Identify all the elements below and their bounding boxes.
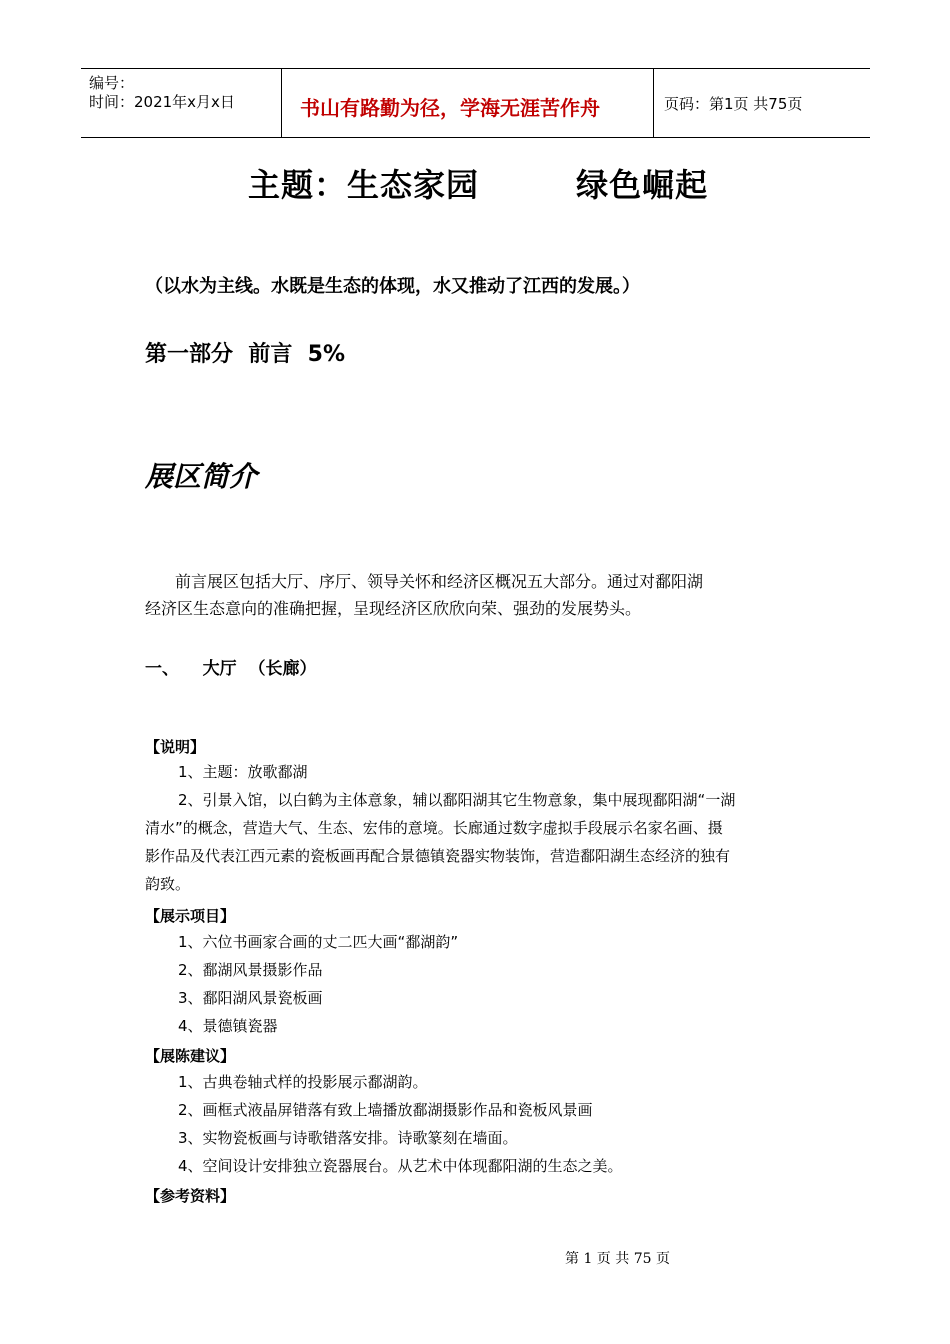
time-label: 时间：2021年x月x日 (89, 93, 235, 111)
suggestions-list (178, 1068, 818, 1180)
suggestion-item: 4、空间设计安排独立瓷器展台。从艺术中体现鄱阳湖的生态之美。 (178, 1157, 623, 1175)
exhibit-item: 4、景德镇瓷器 (178, 1017, 278, 1035)
explain-item-line: 影作品及代表江西元素的瓷板画再配合景德镇瓷器实物装饰，营造鄱阳湖生态经济的独有 (145, 847, 731, 865)
number-label: 编号： (89, 74, 135, 92)
suggestions-label: 【展陈建议】 (145, 1047, 236, 1065)
section-heading: 一、 大厅 （长廊） (145, 659, 317, 679)
explain-item: 1、主题：放歌鄱湖 (178, 763, 308, 781)
intro-line: 前言展区包括大厅、序厅、领导关怀和经济区概况五大部分。通过对鄱阳湖 (175, 572, 704, 591)
exhibits-list (178, 928, 818, 1040)
suggestion-item: 2、画框式液晶屏错落有致上墙播放鄱湖摄影作品和瓷板风景画 (178, 1101, 593, 1119)
exhibit-item: 3、鄱阳湖风景瓷板画 (178, 989, 323, 1007)
exhibits-label: 【展示项目】 (145, 907, 236, 925)
suggestion-item: 3、实物瓷板画与诗歌错落安排。诗歌篆刻在墙面。 (178, 1129, 518, 1147)
explain-item-line: 清水”的概念，营造大气、生态、宏伟的意境。长廊通过数字虚拟手段展示名家名画、摄 (145, 819, 723, 837)
intro-paragraph (145, 568, 825, 622)
zone-heading: 展区简介 (145, 460, 258, 493)
exhibit-item: 2、鄱湖风景摄影作品 (178, 961, 323, 979)
part-heading: 第一部分 前言 5% (145, 342, 345, 367)
header-left-cell (81, 69, 282, 137)
explain-item-line: 韵致。 (145, 875, 191, 893)
page-title: 主题：生态家园 绿色崛起 (248, 166, 709, 204)
suggestion-item: 1、古典卷轴式样的投影展示鄱湖韵。 (178, 1073, 428, 1091)
header-page-cell (654, 69, 870, 137)
exhibit-item: 1、六位书画家合画的丈二匹大画“鄱湖韵” (178, 933, 459, 951)
explain-body (145, 758, 825, 898)
motto: 书山有路勤为径，学海无涯苦作舟 (300, 96, 600, 120)
intro-line: 经济区生态意向的准确把握，呈现经济区欣欣向荣、强劲的发展势头。 (145, 599, 642, 618)
explain-item-line: 2、引景入馆，以白鹤为主体意象，辅以鄱阳湖其它生物意象，集中展现鄱阳湖“一湖 (178, 791, 736, 809)
page-code: 页码：第1页 共75页 (664, 95, 803, 113)
page-footer: 第 1 页 共 75 页 (565, 1251, 670, 1267)
references-label: 【参考资料】 (145, 1187, 236, 1205)
explain-label: 【说明】 (145, 738, 206, 756)
subtitle: （以水为主线。水既是生态的体现，水又推动了江西的发展。） (145, 276, 640, 297)
header-motto-cell (282, 69, 654, 137)
header-table (81, 68, 870, 138)
